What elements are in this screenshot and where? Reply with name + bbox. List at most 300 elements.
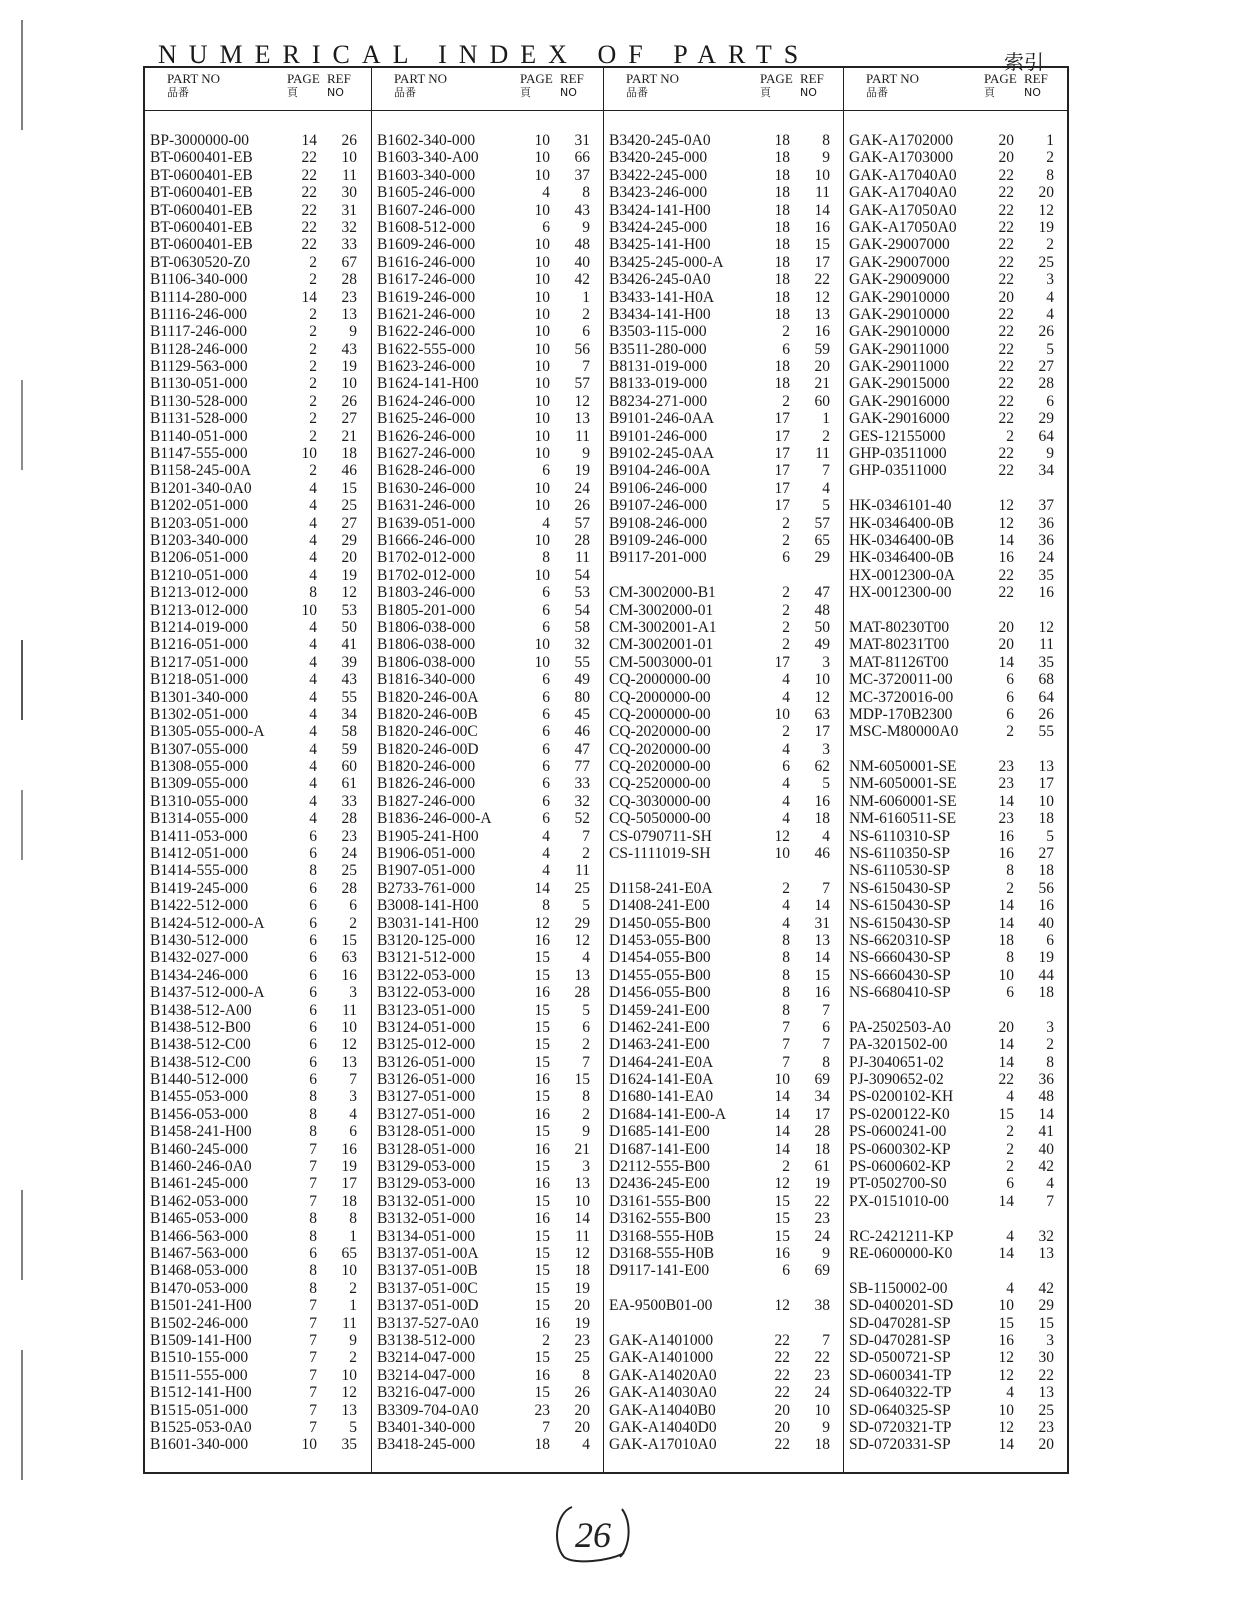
table-row	[844, 949, 1067, 966]
page-ref: 15	[534, 1279, 550, 1297]
ref-no: 20	[574, 1401, 590, 1419]
part-number: BT-0630520-Z0	[150, 253, 251, 271]
page-ref: 2	[309, 410, 317, 428]
page-ref: 12	[998, 497, 1014, 515]
table-row	[145, 1384, 371, 1401]
ref-no: 7	[822, 1001, 830, 1019]
page-ref: 23	[998, 758, 1014, 776]
ref-no: 18	[574, 1262, 590, 1280]
part-number: MAT-80230T00	[849, 618, 950, 636]
page-ref: 16	[534, 931, 550, 949]
table-row	[145, 184, 371, 201]
table-row	[604, 1175, 843, 1192]
table-row	[372, 549, 603, 566]
ref-no: 28	[341, 271, 357, 289]
table-row	[145, 1367, 371, 1384]
part-number: NS-6150430-SP	[849, 914, 951, 932]
page-ref: 10	[534, 340, 550, 358]
page-ref: 14	[998, 897, 1014, 915]
table-row	[145, 1245, 371, 1262]
page-ref: 6	[309, 845, 317, 863]
page-ref: 22	[301, 236, 317, 254]
page-ref: 2	[782, 514, 790, 532]
part-number: D2436-245-E00	[609, 1175, 710, 1193]
table-row	[604, 1349, 843, 1366]
page-ref: 12	[998, 1366, 1014, 1384]
table-row	[372, 1297, 603, 1314]
table-row	[372, 862, 603, 879]
page-ref: 4	[1006, 1227, 1014, 1245]
part-number: SD-0720321-TP	[849, 1418, 952, 1436]
ref-no: 14	[574, 1210, 590, 1228]
page-ref: 14	[998, 653, 1014, 671]
part-number: SD-0600341-TP	[849, 1366, 952, 1384]
part-number: BT-0600401-EB	[150, 201, 253, 219]
ref-no: 12	[341, 584, 357, 602]
index-column-4	[843, 68, 1067, 1472]
column-rows	[844, 132, 1067, 1454]
page-ref: 7	[542, 1418, 550, 1436]
page-ref: 10	[774, 1071, 790, 1089]
page-ref: 16	[534, 984, 550, 1002]
part-number: B1106-340-000	[150, 271, 248, 289]
table-row	[604, 549, 843, 566]
page-ref: 2	[1006, 1140, 1014, 1158]
part-number: D1158-241-E0A	[609, 879, 713, 897]
table-row	[844, 1088, 1067, 1105]
part-number: B9108-246-000	[609, 514, 708, 532]
table-row	[844, 775, 1067, 792]
ref-no: 20	[574, 1418, 590, 1436]
ref-no: 19	[341, 1158, 357, 1176]
table-row	[145, 1210, 371, 1227]
table-row	[372, 236, 603, 253]
ref-no: 59	[814, 340, 830, 358]
part-number: B1461-245-000	[150, 1175, 249, 1193]
page-ref: 4	[782, 792, 790, 810]
page-ref: 15	[534, 1036, 550, 1054]
table-row	[372, 706, 603, 723]
page-ref: 16	[534, 1105, 550, 1123]
page-ref: 6	[309, 1036, 317, 1054]
part-number: B3424-141-H00	[609, 201, 711, 219]
page-ref: 14	[998, 1036, 1014, 1054]
ref-no: 10	[814, 1401, 830, 1419]
part-number: B1424-512-000-A	[150, 914, 265, 932]
ref-no: 16	[1038, 897, 1054, 915]
page-ref: 2	[782, 531, 790, 549]
table-row	[604, 219, 843, 236]
page-ref: 16	[534, 1140, 550, 1158]
table-row	[604, 810, 843, 827]
table-row	[372, 741, 603, 758]
page-ref: 2	[782, 879, 790, 897]
page-ref: 6	[542, 688, 550, 706]
part-number: CM-3002001-01	[609, 636, 714, 654]
table-row	[604, 289, 843, 306]
ref-no: 7	[822, 1036, 830, 1054]
group-spacer	[844, 1002, 1067, 1019]
table-row	[844, 619, 1067, 636]
table-row	[604, 723, 843, 740]
part-number: D1463-241-E00	[609, 1036, 710, 1054]
part-number: B9109-246-000	[609, 531, 708, 549]
table-row	[844, 410, 1067, 427]
header-part-no-label: PART NO	[394, 71, 448, 86]
ref-no: 59	[341, 740, 357, 758]
ref-no: 68	[1038, 671, 1054, 689]
ref-no: 22	[814, 1349, 830, 1367]
ref-no: 36	[1038, 514, 1054, 532]
table-row	[372, 689, 603, 706]
ref-no: 61	[814, 1158, 830, 1176]
table-row	[145, 289, 371, 306]
part-number: B1906-051-000	[377, 845, 476, 863]
part-number: GAK-A1703000	[849, 149, 954, 167]
ref-no: 8	[582, 1088, 590, 1106]
page-ref: 10	[774, 845, 790, 863]
table-row	[145, 1088, 371, 1105]
header-ref-label: REF	[1024, 71, 1048, 86]
part-number: GES-12155000	[849, 427, 946, 445]
page-ref: 10	[301, 601, 317, 619]
table-row	[372, 1071, 603, 1088]
page-ref: 22	[301, 201, 317, 219]
page-ref: 16	[998, 549, 1014, 567]
ref-no: 4	[1046, 305, 1054, 323]
page-ref: 6	[1006, 984, 1014, 1002]
ref-no: 49	[814, 636, 830, 654]
page-ref: 15	[534, 1018, 550, 1036]
part-number: B1631-246-000	[377, 497, 476, 515]
part-number: B3434-141-H00	[609, 305, 711, 323]
page-ref: 22	[998, 392, 1014, 410]
ref-no: 42	[1038, 1279, 1054, 1297]
ref-no: 11	[575, 1227, 590, 1245]
group-spacer	[604, 567, 843, 584]
table-row	[372, 1332, 603, 1349]
page-ref: 22	[998, 305, 1014, 323]
part-number: D3161-555-B00	[609, 1192, 711, 1210]
part-number: B3129-053-000	[377, 1158, 476, 1176]
page-ref: 2	[1006, 879, 1014, 897]
page-ref: 4	[782, 775, 790, 793]
part-number: CQ-5050000-00	[609, 810, 711, 828]
page-ref: 12	[774, 827, 790, 845]
table-row	[372, 828, 603, 845]
ref-no: 4	[1046, 288, 1054, 306]
part-number: B1511-555-000	[150, 1366, 248, 1384]
ref-no: 11	[575, 427, 590, 445]
table-row	[145, 897, 371, 914]
ref-no: 13	[341, 305, 357, 323]
ref-no: 18	[814, 1140, 830, 1158]
page-ref: 20	[998, 132, 1014, 149]
table-row	[844, 793, 1067, 810]
page-ref: 10	[534, 566, 550, 584]
page-ref: 6	[309, 897, 317, 915]
part-number: B3008-141-H00	[377, 897, 479, 915]
page-ref: 14	[774, 1123, 790, 1141]
page-ref: 4	[309, 618, 317, 636]
table-row	[372, 149, 603, 166]
table-row	[145, 167, 371, 184]
table-row	[372, 167, 603, 184]
part-number: NS-6660430-SP	[849, 966, 951, 984]
page-ref: 16	[998, 1331, 1014, 1349]
ref-no: 43	[341, 671, 357, 689]
ref-no: 56	[574, 340, 590, 358]
ref-no: 16	[341, 1140, 357, 1158]
page-ref: 18	[774, 375, 790, 393]
table-row	[604, 828, 843, 845]
table-row	[372, 967, 603, 984]
page-ref: 4	[542, 514, 550, 532]
group-spacer	[844, 1262, 1067, 1279]
table-row	[145, 758, 371, 775]
ref-no: 25	[574, 1349, 590, 1367]
page-ref: 6	[542, 810, 550, 828]
part-number: B3031-141-H00	[377, 914, 479, 932]
ref-no: 9	[1046, 445, 1054, 463]
part-number: B3503-115-000	[609, 323, 707, 341]
table-row	[844, 706, 1067, 723]
page-ref: 4	[309, 479, 317, 497]
page-ref: 4	[1006, 1384, 1014, 1402]
part-number: B1460-246-0A0	[150, 1158, 252, 1176]
index-column-2	[371, 68, 603, 1472]
ref-no: 17	[1038, 775, 1054, 793]
page-ref: 15	[774, 1227, 790, 1245]
header-part-no-label: PART NO	[866, 71, 920, 86]
ref-no: 54	[574, 566, 590, 584]
part-number: GAK-29011000	[849, 340, 950, 358]
page-ref: 8	[309, 1262, 317, 1280]
part-number: PS-0200102-KH	[849, 1088, 954, 1106]
ref-no: 44	[1038, 966, 1054, 984]
ref-no: 19	[341, 566, 357, 584]
page-ref: 18	[774, 271, 790, 289]
page-ref: 2	[782, 1158, 790, 1176]
part-number: GAK-A17050A0	[849, 201, 957, 219]
ref-no: 8	[349, 1210, 357, 1228]
part-number: B1437-512-000-A	[150, 984, 265, 1002]
page-ref: 22	[998, 462, 1014, 480]
part-number: B1310-055-000	[150, 792, 249, 810]
part-number: B1117-246-000	[150, 323, 248, 341]
table-row	[145, 219, 371, 236]
part-number: B3420-245-0A0	[609, 132, 711, 149]
page-ref: 14	[774, 1088, 790, 1106]
page-number-circle	[550, 1503, 636, 1563]
ref-no: 17	[814, 253, 830, 271]
table-row	[145, 706, 371, 723]
page-ref: 14	[774, 1140, 790, 1158]
page-ref: 4	[309, 514, 317, 532]
ref-no: 33	[341, 792, 357, 810]
table-row	[604, 1088, 843, 1105]
ref-no: 43	[574, 201, 590, 219]
page-ref: 4	[1006, 1279, 1014, 1297]
part-number: GAK-29009000	[849, 271, 950, 289]
part-number: D1459-241-E00	[609, 1001, 710, 1019]
ref-no: 28	[341, 879, 357, 897]
table-row	[145, 584, 371, 601]
page-ref: 7	[309, 1366, 317, 1384]
part-number: CQ-2000000-00	[609, 671, 711, 689]
part-number: CQ-3030000-00	[609, 792, 711, 810]
ref-no: 17	[814, 723, 830, 741]
ref-no: 15	[814, 236, 830, 254]
ref-no: 34	[1038, 462, 1054, 480]
table-row	[604, 1436, 843, 1453]
ref-no: 6	[582, 1018, 590, 1036]
ref-no: 16	[814, 792, 830, 810]
part-number: B1440-512-000	[150, 1071, 249, 1089]
part-number: B3137-527-0A0	[377, 1314, 479, 1332]
part-number: B3426-245-0A0	[609, 271, 711, 289]
header-part-no	[394, 72, 447, 100]
table-row	[145, 845, 371, 862]
part-number: GAK-A1401000	[609, 1331, 714, 1349]
table-row	[372, 654, 603, 671]
table-row	[145, 393, 371, 410]
page-ref: 6	[1006, 705, 1014, 723]
part-number: B1603-340-A00	[377, 149, 479, 167]
part-number: PS-0600241-00	[849, 1123, 947, 1141]
table-row	[844, 428, 1067, 445]
part-number: D1685-141-E00	[609, 1123, 710, 1141]
part-number: B3121-512-000	[377, 949, 476, 967]
table-row	[145, 132, 371, 149]
page-ref: 6	[309, 1018, 317, 1036]
part-number: B1501-241-H00	[150, 1297, 252, 1315]
page-ref: 15	[534, 1297, 550, 1315]
part-number: HX-0012300-00	[849, 584, 952, 602]
part-number: B9106-246-000	[609, 479, 708, 497]
ref-no: 12	[814, 288, 830, 306]
table-row	[604, 897, 843, 914]
page-title-japanese: 索引	[1004, 50, 1044, 74]
page-ref: 4	[782, 914, 790, 932]
page-ref: 2	[309, 462, 317, 480]
page-ref: 4	[309, 792, 317, 810]
page-ref: 14	[998, 531, 1014, 549]
part-number: B1309-055-000	[150, 775, 249, 793]
part-number: B1621-246-000	[377, 305, 476, 323]
table-row	[604, 741, 843, 758]
page-ref: 8	[309, 1088, 317, 1106]
part-number: B1412-051-000	[150, 845, 249, 863]
page-ref: 6	[542, 792, 550, 810]
part-number: CQ-2020000-00	[609, 758, 711, 776]
ref-no: 5	[1046, 340, 1054, 358]
part-number: PS-0600602-KP	[849, 1158, 951, 1176]
ref-no: 27	[341, 410, 357, 428]
ref-no: 32	[341, 218, 357, 236]
ref-no: 2	[582, 845, 590, 863]
page-ref: 20	[774, 1418, 790, 1436]
ref-no: 53	[341, 601, 357, 619]
ref-no: 15	[574, 1071, 590, 1089]
ref-no: 29	[574, 914, 590, 932]
table-row	[372, 219, 603, 236]
ref-no: 67	[341, 253, 357, 271]
table-row	[604, 1141, 843, 1158]
part-number: B1130-051-000	[150, 375, 248, 393]
table-row	[604, 1123, 843, 1140]
ref-no: 13	[574, 410, 590, 428]
part-number: B1608-512-000	[377, 218, 476, 236]
part-number: B3126-051-000	[377, 1071, 476, 1089]
part-number: B1203-051-000	[150, 514, 249, 532]
part-number: B1140-051-000	[150, 427, 248, 445]
part-number: B1624-141-H00	[377, 375, 479, 393]
table-row	[372, 793, 603, 810]
page-ref: 2	[782, 723, 790, 741]
page-ref: 10	[534, 445, 550, 463]
table-row	[145, 723, 371, 740]
part-number: B1128-246-000	[150, 340, 248, 358]
header-page-label-jp: 頁	[984, 86, 995, 99]
ref-no: 28	[814, 1123, 830, 1141]
table-row	[604, 149, 843, 166]
ref-no: 10	[341, 1018, 357, 1036]
page-ref: 4	[309, 531, 317, 549]
ref-no: 13	[814, 931, 830, 949]
table-row	[844, 462, 1067, 479]
part-number: B1625-246-000	[377, 410, 476, 428]
part-number: B3132-051-000	[377, 1210, 476, 1228]
table-row	[145, 236, 371, 253]
part-number: B1116-246-000	[150, 305, 248, 323]
page-ref: 8	[309, 1105, 317, 1123]
part-number: GAK-A17040A0	[849, 184, 957, 202]
part-number: SD-0720331-SP	[849, 1436, 951, 1454]
part-number: B3214-047-000	[377, 1366, 476, 1384]
page-ref: 6	[309, 949, 317, 967]
page-ref: 18	[774, 236, 790, 254]
ref-no: 25	[1038, 1401, 1054, 1419]
part-number: GAK-A17010A0	[609, 1436, 717, 1454]
page-ref: 15	[534, 1088, 550, 1106]
ref-no: 30	[1038, 1349, 1054, 1367]
page-ref: 6	[309, 914, 317, 932]
table-row	[844, 1419, 1067, 1436]
page-ref: 17	[774, 497, 790, 515]
table-row	[145, 810, 371, 827]
part-number: B1603-340-000	[377, 166, 476, 184]
page-ref: 2	[309, 340, 317, 358]
part-number: CS-1111019-SH	[609, 845, 711, 863]
header-page-label: PAGE	[760, 71, 793, 86]
ref-no: 5	[1046, 827, 1054, 845]
ref-no: 13	[574, 1175, 590, 1193]
table-row	[604, 410, 843, 427]
table-row	[604, 1402, 843, 1419]
ref-no: 4	[822, 827, 830, 845]
page-ref: 2	[309, 305, 317, 323]
ref-no: 26	[574, 1384, 590, 1402]
page-ref: 14	[998, 1053, 1014, 1071]
table-row	[145, 862, 371, 879]
part-number: B9102-245-0AA	[609, 445, 715, 463]
table-row	[145, 375, 371, 392]
scan-edge-marks	[16, 0, 28, 1600]
ref-no: 47	[814, 584, 830, 602]
ref-no: 43	[341, 340, 357, 358]
part-number: B1438-512-A00	[150, 1001, 252, 1019]
